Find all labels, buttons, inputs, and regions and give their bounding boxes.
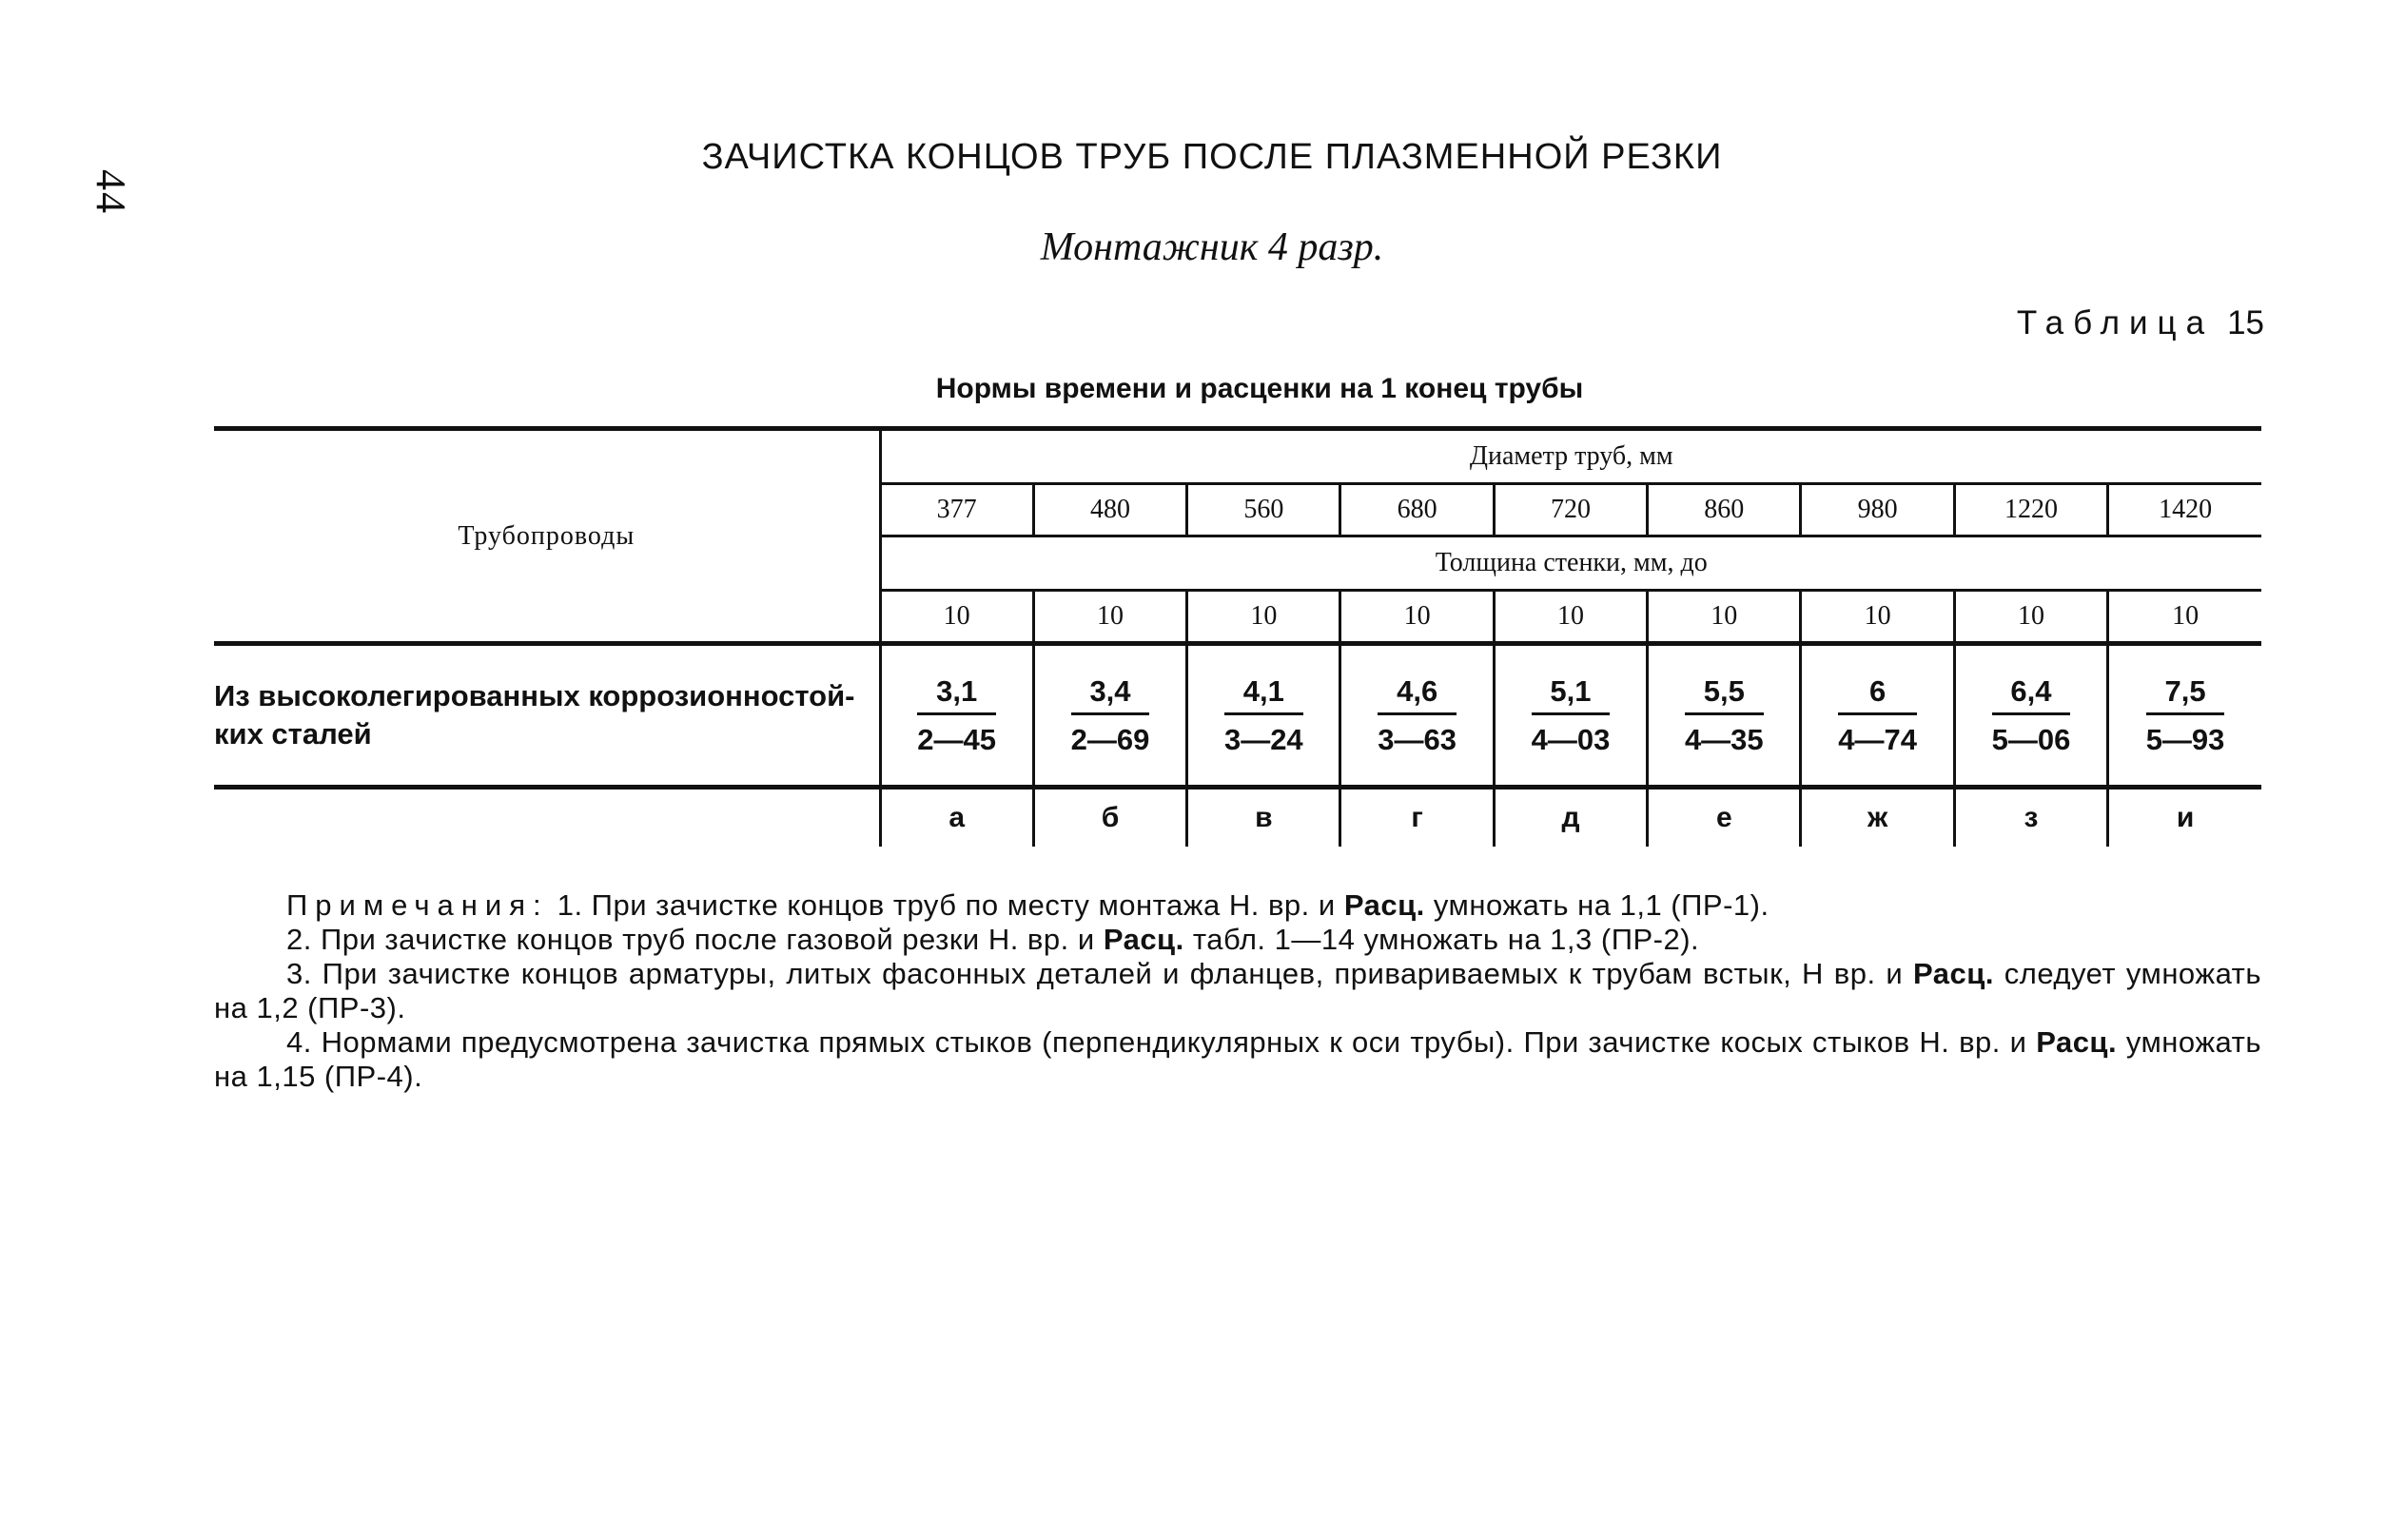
norm-value: 3,1 — [917, 674, 996, 715]
table-label-word: Таблица — [2016, 304, 2215, 341]
note-3-bold: Расц. — [1913, 957, 1994, 990]
thickness-cell: 10 — [1187, 591, 1340, 644]
note-4-text-a: 4. Нормами предусмотрена зачистка прямых стыков (перпендикулярных к оси трубы). При зачистке косых стыков Н. вр. и — [286, 1025, 2027, 1059]
rate-value: 3—24 — [1223, 722, 1303, 756]
thickness-cell: 10 — [2108, 591, 2261, 644]
value-cell — [1187, 644, 1340, 788]
diameter-cell: 720 — [1494, 484, 1647, 536]
norm-value: 4,1 — [1224, 674, 1303, 715]
column-letter: ж — [1801, 788, 1954, 848]
value-cell — [880, 644, 1033, 788]
rate-value: 5—06 — [1991, 722, 2071, 756]
column-letters-row — [214, 788, 2261, 848]
rate-value: 2—45 — [917, 722, 997, 756]
note-3 — [214, 957, 2261, 1025]
column-letter: з — [1954, 788, 2107, 848]
thickness-cell: 10 — [1954, 591, 2107, 644]
rate-value: 4—35 — [1684, 722, 1764, 756]
table-label — [2017, 304, 2264, 342]
note-4 — [214, 1025, 2261, 1094]
column-letter: б — [1033, 788, 1186, 848]
note-4-text-b: умножать на 1,15 (ПР-4). — [214, 1025, 2261, 1093]
thickness-header: Толщина стенки, мм, до — [880, 536, 2261, 591]
diameter-header: Диаметр труб, мм — [880, 429, 2261, 484]
thickness-cell: 10 — [1494, 591, 1647, 644]
page-subtitle: Монтажник 4 разр. — [1040, 225, 1384, 269]
norm-value: 5,5 — [1685, 674, 1764, 715]
thickness-cell: 10 — [1801, 591, 1954, 644]
diameter-cell: 560 — [1187, 484, 1340, 536]
note-1-text-a: 1. При зачистке концов труб по месту монтажа Н. вр. и — [557, 888, 1336, 922]
diameter-cell: 980 — [1801, 484, 1954, 536]
value-cell — [1954, 644, 2107, 788]
norms-table — [214, 426, 2261, 847]
note-4-bold: Расц. — [2036, 1025, 2118, 1059]
thickness-cell: 10 — [880, 591, 1033, 644]
diameter-cell: 377 — [880, 484, 1033, 536]
rate-value: 3—63 — [1378, 722, 1457, 756]
note-2-text-b: табл. 1—14 умножать на 1,3 (ПР-2). — [1192, 923, 1700, 956]
notes-heading: Примечания: — [286, 888, 549, 922]
page-title: ЗАЧИСТКА КОНЦОВ ТРУБ ПОСЛЕ ПЛАЗМЕННОЙ РЕЗКИ — [701, 137, 1723, 177]
page-number: 44 — [88, 169, 134, 215]
table-label-number: 15 — [2227, 304, 2264, 341]
note-3-text-b: следует умножать на 1,2 (ПР-3). — [214, 957, 2261, 1024]
value-cell — [1033, 644, 1186, 788]
column-letter: в — [1187, 788, 1340, 848]
norm-value: 4,6 — [1378, 674, 1457, 715]
rate-value: 4—03 — [1531, 722, 1611, 756]
norm-value: 6 — [1838, 674, 1917, 715]
norm-value: 7,5 — [2146, 674, 2225, 715]
note-1-text-b: умножать на 1,1 (ПР-1). — [1433, 888, 1770, 922]
note-1 — [214, 888, 2261, 923]
norm-value: 5,1 — [1532, 674, 1611, 715]
note-3-text-a: 3. При зачистке концов арматуры, литых фасонных деталей и фланцев, привариваемых к трубам встык, Н вр. и — [286, 957, 1904, 990]
empty-cell — [214, 788, 880, 848]
rate-value: 4—74 — [1838, 722, 1917, 756]
value-cell — [1340, 644, 1494, 788]
diameter-cell: 1420 — [2108, 484, 2261, 536]
thickness-cell: 10 — [1648, 591, 1801, 644]
notes — [214, 888, 2261, 1094]
diameter-cell: 1220 — [1954, 484, 2107, 536]
note-2-text-a: 2. При зачистке концов труб после газовой резки Н. вр. и — [286, 923, 1095, 956]
column-letter: и — [2108, 788, 2261, 848]
norm-value: 6,4 — [1992, 674, 2071, 715]
column-letter: а — [880, 788, 1033, 848]
table-row — [214, 644, 2261, 788]
column-letter: е — [1648, 788, 1801, 848]
diameter-cell: 860 — [1648, 484, 1801, 536]
row-label: Из высоколегированных коррозионностой-ких сталей — [214, 644, 880, 788]
note-1-bold: Расц. — [1343, 888, 1425, 922]
note-2-bold: Расц. — [1103, 923, 1184, 956]
rate-value: 2—69 — [1070, 722, 1150, 756]
diameter-cell: 480 — [1033, 484, 1186, 536]
norm-value: 3,4 — [1071, 674, 1150, 715]
table-caption: Нормы времени и расценки на 1 конец трубы — [935, 373, 1584, 404]
note-2 — [214, 923, 2261, 957]
thickness-cell: 10 — [1033, 591, 1186, 644]
rate-value: 5—93 — [2145, 722, 2225, 756]
value-cell — [1801, 644, 1954, 788]
thickness-cell: 10 — [1340, 591, 1494, 644]
diameter-cell: 680 — [1340, 484, 1494, 536]
column-letter: г — [1340, 788, 1494, 848]
row-header-pipelines: Трубопроводы — [214, 429, 880, 644]
value-cell — [1648, 644, 1801, 788]
column-letter: д — [1494, 788, 1647, 848]
value-cell — [2108, 644, 2261, 788]
value-cell — [1494, 644, 1647, 788]
